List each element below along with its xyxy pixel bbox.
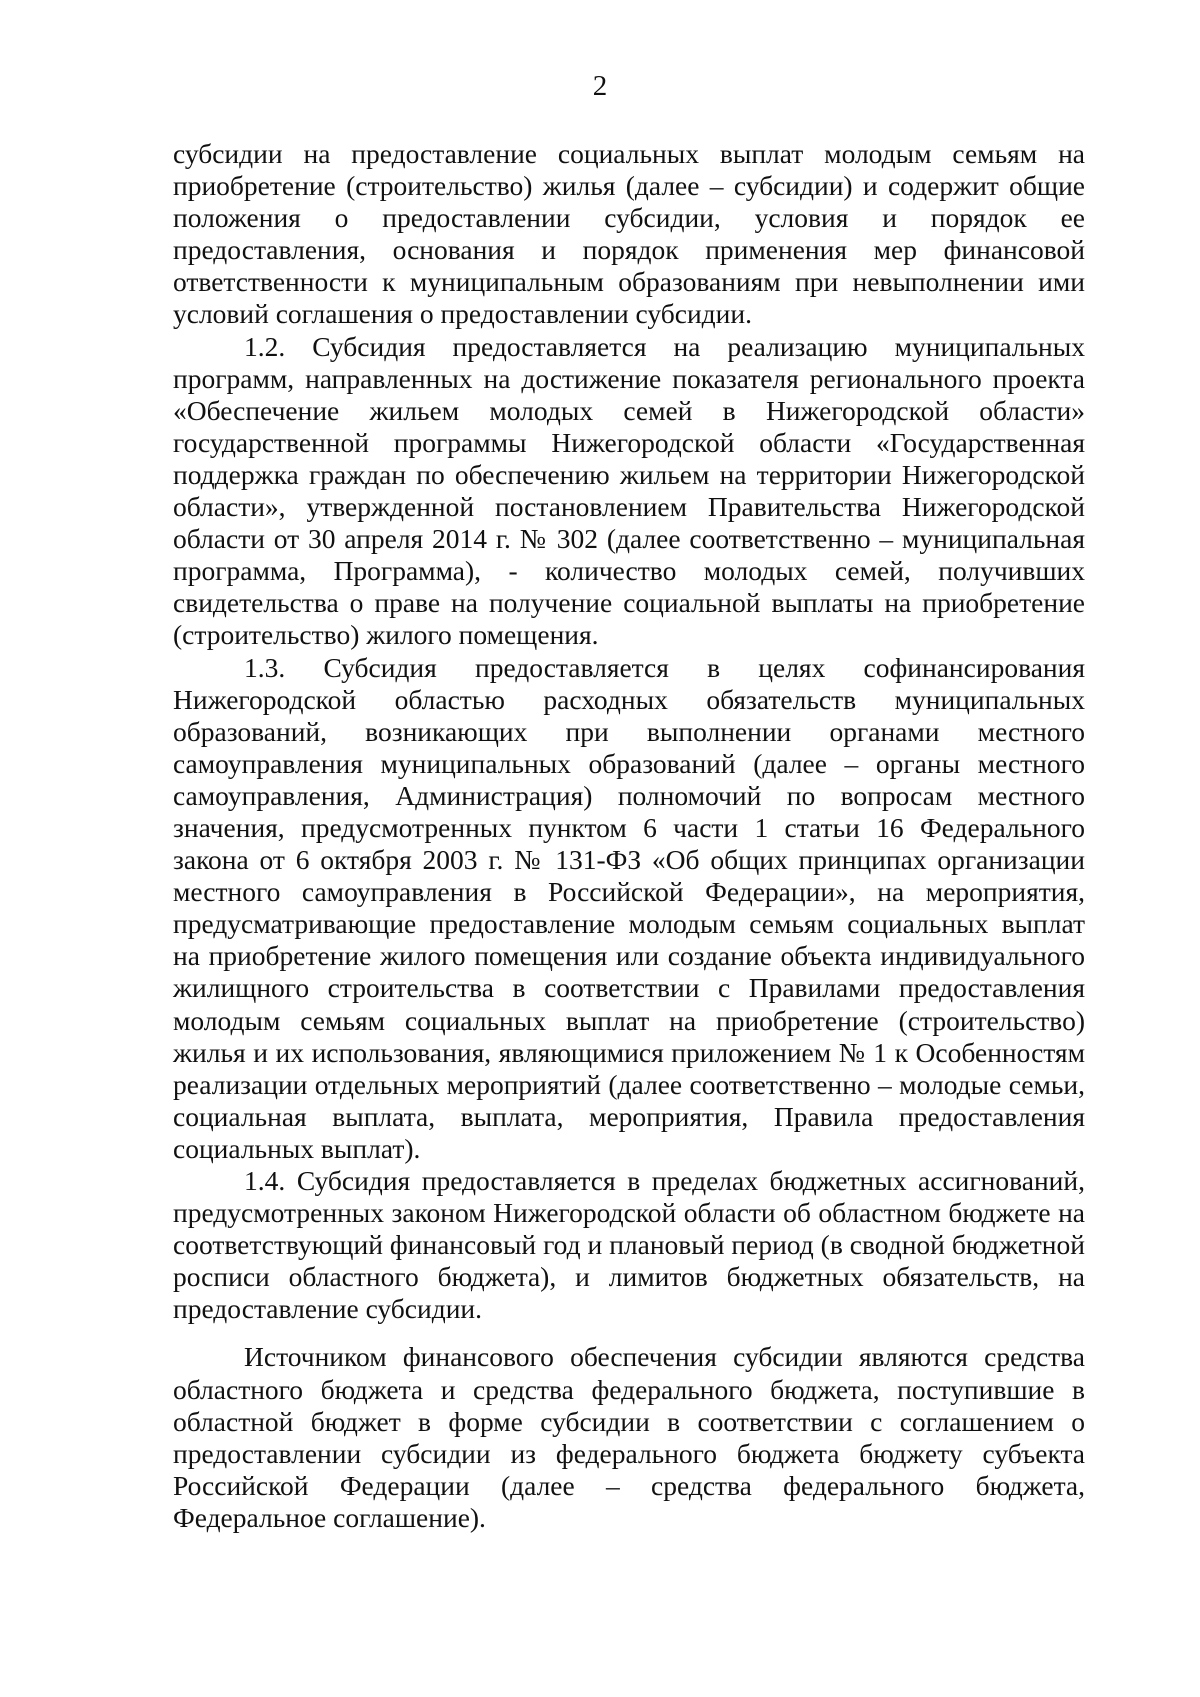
paragraph-1-4: 1.4. Субсидия предоставляется в пределах бюджетных ассигнований, предусмотренных законом Нижегородской области об областном бюджете на соответствующий финансовый год и плановый период (в сводной бюджетной росписи областного бюджета), и лимитов бюджетных обязательств, на предоставление субсидии. [173, 1165, 1085, 1325]
paragraph-intro-continuation: субсидии на предоставление социальных выплат молодым семьям на приобретение (строительство) жилья (далее – субсидии) и содержит общие положения о предоставлении субсидии, условия и порядок ее предоставления, основания и порядок применения мер финансовой ответственности к муниципальным образованиям при невыполнении ими условий соглашения о предоставлении субсидии. [173, 138, 1085, 330]
document-body [173, 138, 1085, 1534]
paragraph-1-2: 1.2. Субсидия предоставляется на реализацию муниципальных программ, направленных на достижение показателя регионального проекта «Обеспечение жильем молодых семей в Нижегородской области» государственной программы Нижегородской области «Государственная поддержка граждан по обеспечению жильем на территории Нижегородской области», утвержденной постановлением Правительства Нижегородской области от 30 апреля 2014 г. № 302 (далее соответственно – муниципальная программа, Программа), - количество молодых семей, получивших свидетельства о праве на получение социальной выплаты на приобретение (строительство) жилого помещения. [173, 330, 1085, 651]
paragraph-1-3: 1.3. Субсидия предоставляется в целях софинансирования Нижегородской областью расходных обязательств муниципальных образований, возникающих при выполнении органами местного самоуправления муниципальных образований (далее – органы местного самоуправления, Администрация) полномочий по вопросам местного значения, предусмотренных пунктом 6 части 1 статьи 16 Федерального закона от 6 октября 2003 г. № 131-ФЗ «Об общих принципах организации местного самоуправления в Российской Федерации», на мероприятия, предусматривающие предоставление молодым семьям социальных выплат на приобретение жилого помещения или создание объекта индивидуального жилищного строительства в соответствии с Правилами предоставления молодым семьям социальных выплат на приобретение (строительство) жилья и их использования, являющимися приложением № 1 к Особенностям реализации отдельных мероприятий (далее соответственно – молодые семьи, социальная выплата, выплата, мероприятия, Правила предоставления социальных выплат). [173, 651, 1085, 1164]
page-number: 2 [592, 70, 608, 102]
paragraph-funding-source: Источником финансового обеспечения субсидии являются средства областного бюджета и средства федерального бюджета, поступившие в областной бюджет в форме субсидии в соответствии с соглашением о предоставлении субсидии из федерального бюджета бюджету субъекта Российской Федерации (далее – средства федерального бюджета, Федеральное соглашение). [173, 1341, 1085, 1533]
